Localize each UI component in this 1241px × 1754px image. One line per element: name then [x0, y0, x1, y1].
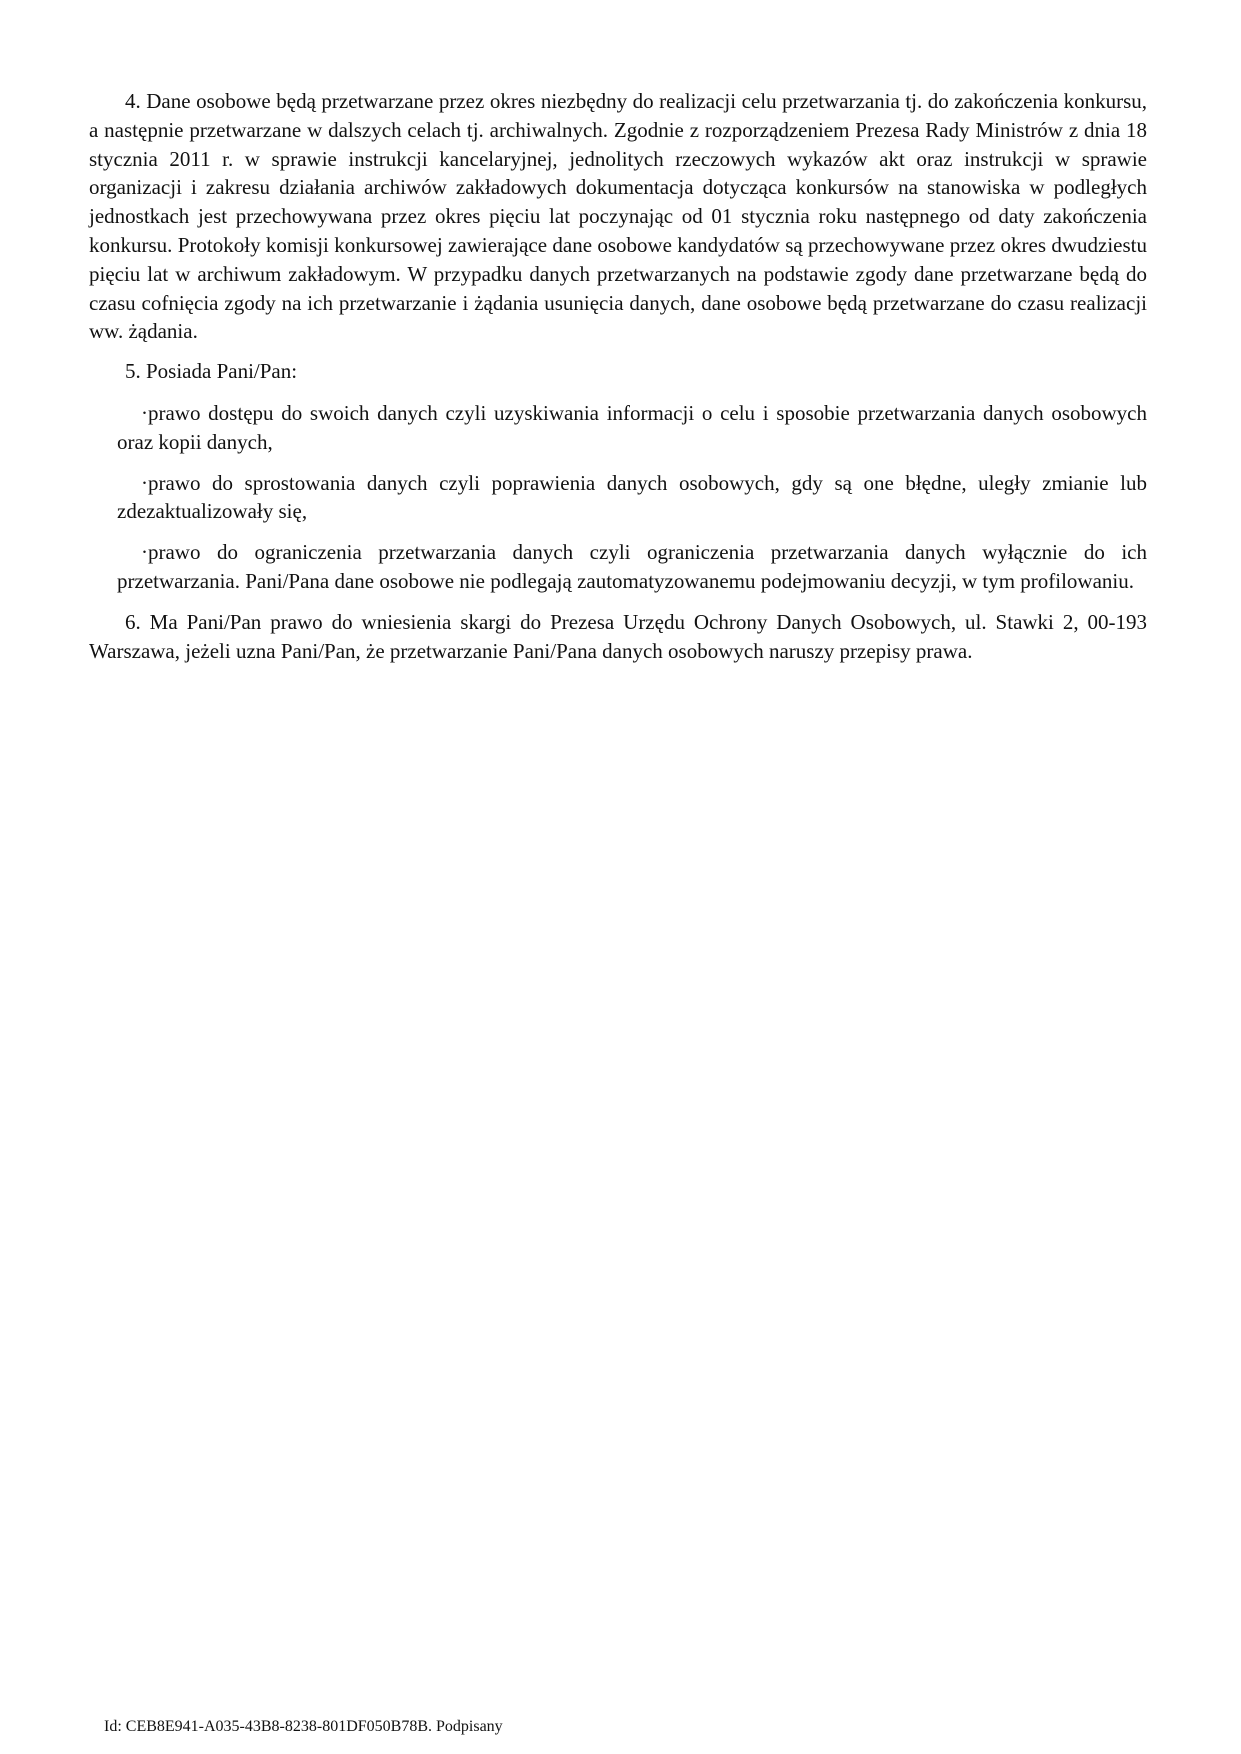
bullet-right-to-rectification: ·prawo do sprostowania danych czyli poprawienia danych osobowych, gdy są one błędne, uległy zmianie lub zdezaktualizowały się, [117, 470, 1147, 524]
bullet-right-to-restriction: ·prawo do ograniczenia przetwarzania danych czyli ograniczenia przetwarzania danych wyłącznie do ich przetwarzania. Pani/Pana dane osobowe nie podlegają zautomatyzowanemu podejmowaniu decyzji, w tym profilowaniu. [117, 540, 1147, 593]
paragraph-5-rights-heading: 5. Posiada Pani/Pan: [125, 359, 298, 384]
bullet-right-of-access: ·prawo dostępu do swoich danych czyli uzyskiwania informacji o celu i sposobie przetwarzania danych osobowych oraz kopii danych, [117, 400, 1147, 454]
paragraph-4-retention-period: 4. Dane osobowe będą przetwarzane przez okres niezbędny do realizacji celu przetwarzania tj. do zakończenia konkursu, a następnie przetwarzane w dalszych celach tj. archiwalnych. Zgodnie z rozporządzeniem Prezesa Rady Ministrów z dnia 18 stycznia 2011 r. w sprawie instrukcji kancelaryjnej, jednolitych rzeczowych wykazów akt oraz instrukcji w sprawie organizacji i zakresu działania archiwów zakładowych dokumentacja dotycząca konkursów na stanowiska w podległych jednostkach jest przechowywana przez okres pięciu lat poczynając od 01 stycznia roku następnego od daty zakończenia konkursu. Protokoły komisji konkursowej zawierające dane osobowe kandydatów są przechowywane przez okres dwudziestu pięciu lat w archiwum zakładowym. W przypadku danych przetwarzanych na podstawie zgody dane przetwarzane będą do czasu cofnięcia zgody na ich przetwarzanie i żądania usunięcia danych, dane osobowe będą przetwarzane do czasu realizacji ww. żądania. [89, 89, 1147, 344]
paragraph-6-complaint: 6. Ma Pani/Pan prawo do wniesienia skargi do Prezesa Urzędu Ochrony Danych Osobowych, ul. Stawki 2, 00-193 Warszawa, jeżeli uzna Pani/Pan, że przetwarzanie Pani/Pana danych osobowych naruszy przepisy prawa. [89, 609, 1147, 663]
document-body [89, 87, 1147, 676]
document-id-footer: Id: CEB8E941-A035-43B8-8238-801DF050B78B. Podpisany [104, 1718, 503, 1735]
